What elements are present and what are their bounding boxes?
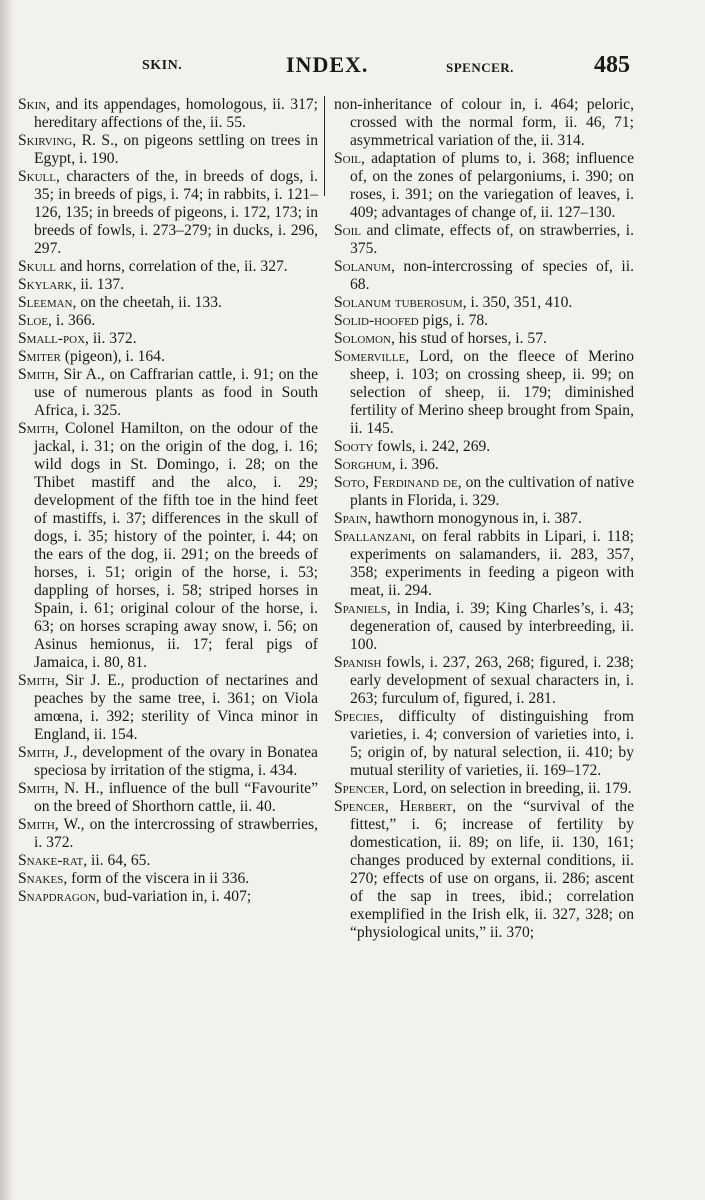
index-entry-text: fowls, i. 237, 263, 268; figured, i. 238; early development of sexual characters in, i. 263; furculum of, figured, i. 281. [350, 654, 634, 707]
index-entry [334, 258, 634, 294]
index-entry-text: his stud of horses, i. 57. [398, 330, 547, 347]
index-entry [334, 312, 634, 330]
index-entry-text: form of the viscera in ii 336. [71, 870, 250, 887]
header-right-keyword: SPENCER. [446, 60, 514, 75]
index-column-right [334, 96, 634, 942]
index-entry-text: pigs, i. 78. [422, 312, 489, 329]
index-entry-text: on the “survival of the fittest,” i. 6; increase of fertility by domestication, ii. 89; on life, ii. 130, 161; changes produced by external conditions, ii. 270; effects of use on organs, ii. 286; ascent of the sap in trees, ibid.; correlation exemplified in the Irish elk, ii. 327, 328; on “physiological units,” ii. 370; [350, 798, 634, 941]
index-entry-text: and its appendages, homologous, ii. 317; hereditary affections of the, ii. 55. [34, 96, 318, 131]
index-entry-heading: Species, [334, 708, 384, 725]
index-entry-text: difficulty of distinguishing from varieties, i. 4; conversion of varieties into, i. 5; origin of, by natural selection, ii. 410; by mutual sterility of varieties, ii. 169–172. [350, 708, 634, 779]
index-entry-heading: Snakes, [18, 870, 68, 887]
index-entry [334, 294, 634, 312]
index-entry [334, 654, 634, 708]
index-entry-heading: Skirving, [18, 132, 77, 149]
index-entry [18, 258, 318, 276]
index-entry [334, 330, 634, 348]
index-entry [18, 132, 318, 168]
index-entry-text: hawthorn monogynous in, i. 387. [375, 510, 582, 527]
index-entry [334, 528, 634, 600]
index-entry-text: i. 366. [55, 312, 96, 329]
index-entry-text: in India, i. 39; King Charles’s, i. 43; degeneration of, caused by interbreeding, ii. 100. [350, 600, 634, 653]
index-entry-heading: Soil [334, 222, 361, 239]
index-entry [18, 672, 318, 744]
index-entry-heading: Spaniels, [334, 600, 391, 617]
index-entry-text: N. H., influence of the bull “Favourite” on the breed of Shorthorn cattle, ii. 40. [34, 780, 318, 815]
index-entry [18, 330, 318, 348]
index-entry-heading: Smith, [18, 816, 59, 833]
index-entry [18, 96, 318, 132]
index-entry [18, 744, 318, 780]
index-entry [334, 600, 634, 654]
index-entry [334, 348, 634, 438]
page-number: 485 [594, 52, 630, 78]
index-entry-text: non-intercrossing of species of, ii. 68. [350, 258, 634, 293]
index-entry-text: i. 350, 351, 410. [470, 294, 573, 311]
index-entry-text: Sir A., on Caffrarian cattle, i. 91; on the use of numerous plants as food in South Africa, i. 325. [34, 366, 319, 419]
index-entry-heading: Skull, [18, 168, 60, 185]
column-rule-lower [324, 174, 325, 196]
index-entry-heading: Skull [18, 258, 56, 275]
index-entry-heading: Snapdragon, [18, 888, 100, 905]
index-entry-heading: Sorghum, [334, 456, 396, 473]
header-left-keyword: SKIN. [142, 58, 183, 73]
index-entry-heading: Snake-rat, [18, 852, 88, 869]
index-entry-heading: Smith, [18, 366, 59, 383]
index-entry-text: on the cultivation of native plants in Florida, i. 329. [350, 474, 634, 509]
page-edge-shadow [0, 0, 14, 1200]
index-entry-heading: Solanum tuberosum, [334, 294, 467, 311]
index-entry [18, 276, 318, 294]
index-entry [18, 168, 318, 258]
index-entry-text: and horns, correlation of the, ii. 327. [59, 258, 288, 275]
index-entry-heading: Spanish [334, 654, 382, 671]
index-entry-heading: Spencer, [334, 780, 389, 797]
index-entry-heading: Smiter [18, 348, 61, 365]
index-entry-heading: Skin, [18, 96, 51, 113]
index-entry-heading: Smith, [18, 780, 59, 797]
index-entry-text: bud-variation in, i. 407; [103, 888, 252, 905]
index-entry-heading: Solomon, [334, 330, 395, 347]
index-entry [334, 474, 634, 510]
index-entry-text: Sir J. E., production of nectarines and peaches by the same tree, i. 361; on Viola amœna, i. 392; sterility of Vinca minor in England, ii. 154. [34, 672, 318, 743]
index-entry-heading: Smith, [18, 672, 59, 689]
index-entry [334, 780, 634, 798]
index-entry [18, 852, 318, 870]
index-entry-heading: Sloe, [18, 312, 52, 329]
header-title: INDEX. [286, 52, 369, 77]
index-entry [334, 222, 634, 258]
index-entry-text: on feral rabbits in Lipari, i. 118; experiments on salamanders, ii. 283, 357, 358; experiments in feeding a pigeon with meat, ii. 294. [350, 528, 634, 599]
index-entry-heading: Somerville, [334, 348, 410, 365]
index-entry-text: and climate, effects of, on strawberries, i. 375. [350, 222, 634, 257]
index-entry-heading: Soto, Ferdinand de, [334, 474, 462, 491]
index-entry-heading: Skylark, [18, 276, 77, 293]
index-entry-text: R. S., on pigeons settling on trees in Egypt, i. 190. [34, 132, 319, 167]
index-entry-heading: Spain, [334, 510, 372, 527]
index-entry [334, 510, 634, 528]
index-entry-text: ii. 372. [92, 330, 137, 347]
index-entry-text: Colonel Hamilton, on the odour of the jackal, i. 31; on the origin of the dog, i. 16; wild dogs in St. Domingo, i. 28; on the Thibet mastiff and the alco, i. 29; development of the fifth toe in the hind feet of mastiffs, i. 37; differences in the skull of dogs, i. 35; history of the pointer, i. 44; on the ears of the dog, ii. 291; on the breeds of horses, i. 51; origin of the horse, i. 53; dappling of horses, i. 58; striped horses in Spain, i. 61; original colour of the horse, i. 63; on horses scraping away snow, i. 56; on Asinus hemionus, ii. 17; feral pigs of Jamaica, i. 80, 81. [34, 420, 318, 671]
index-entry-text: W., on the intercrossing of strawberries, i. 372. [34, 816, 318, 851]
index-entry-text: on the cheetah, ii. 133. [80, 294, 222, 311]
index-entry-heading: Smith, [18, 420, 59, 437]
index-entry [18, 366, 318, 420]
index-column-left [18, 96, 318, 906]
index-entry-text: i. 396. [399, 456, 439, 473]
index-entry-heading: Sleeman, [18, 294, 77, 311]
index-entry-heading: Soil, [334, 150, 365, 167]
index-entry [18, 420, 318, 672]
index-entry-text: non-inheritance of colour in, i. 464; peloric, crossed with the normal form, ii. 46, 71; asymmetrical variation of the, ii. 314. [334, 96, 634, 149]
index-entry-heading: Spencer, Herbert, [334, 798, 457, 815]
index-entry-text: (pigeon), i. 164. [64, 348, 165, 365]
index-entry-text: Lord, on the fleece of Merino sheep, i. 103; on crossing sheep, ii. 99; on selection of sheep, ii. 179; diminished fertility of Merino sheep brought from Spain, ii. 145. [350, 348, 634, 437]
running-header [0, 52, 705, 84]
index-entry [334, 798, 634, 942]
index-entry [18, 780, 318, 816]
index-entry-heading: Solanum, [334, 258, 395, 275]
index-entry-heading: Solid-hoofed [334, 312, 419, 329]
index-entry [18, 870, 318, 888]
index-entry-text: Lord, on selection in breeding, ii. 179. [392, 780, 632, 797]
index-entry [18, 312, 318, 330]
index-entry-text: J., development of the ovary in Bonatea speciosa by irritation of the stigma, i. 434. [34, 744, 318, 779]
index-entry [18, 816, 318, 852]
index-entry-heading: Smith, [18, 744, 59, 761]
index-entry [334, 96, 634, 150]
index-entry-heading: Spallanzani, [334, 528, 416, 545]
index-entry [334, 708, 634, 780]
index-entry-text: fowls, i. 242, 269. [377, 438, 491, 455]
index-entry-text: adaptation of plums to, i. 368; influence of, on the zones of pelargoniums, i. 390; on roses, i. 391; on the variegation of leaves, i. 409; advantages of change of, ii. 127–130. [350, 150, 634, 221]
index-entry-heading: Small-pox, [18, 330, 89, 347]
index-entry [334, 150, 634, 222]
index-entry [334, 438, 634, 456]
index-entry-heading: Sooty [334, 438, 374, 455]
index-entry-text: ii. 137. [80, 276, 125, 293]
index-entry [334, 456, 634, 474]
index-entry [18, 888, 318, 906]
index-entry [18, 294, 318, 312]
index-entry-text: characters of the, in breeds of dogs, i. 35; in breeds of pigs, i. 74; in rabbits, i. 121–126, 135; in breeds of pigeons, i. 172, 173; in breeds of fowls, i. 273–279; in ducks, i. 296, 297. [34, 168, 318, 257]
index-entry-text: ii. 64, 65. [91, 852, 151, 869]
index-entry [18, 348, 318, 366]
